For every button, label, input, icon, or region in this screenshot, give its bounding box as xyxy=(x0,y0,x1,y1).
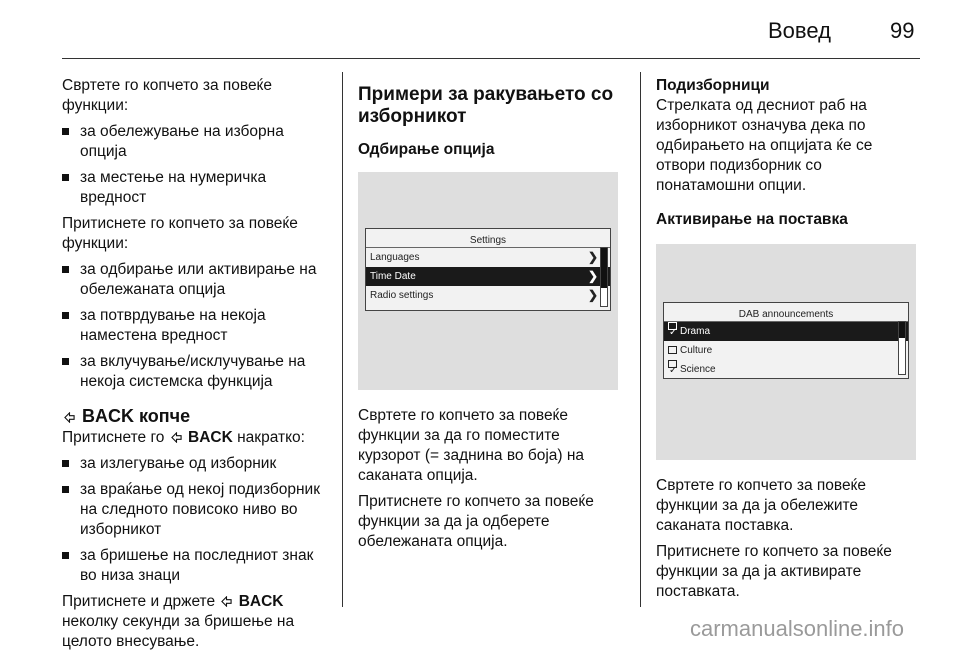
back-arrow-icon xyxy=(64,412,75,423)
bullet-square-icon xyxy=(62,312,69,319)
scrollbar-thumb[interactable] xyxy=(601,248,607,288)
list-item: за бришење на последниот знак во низа знаци xyxy=(62,546,334,586)
menu-title: Settings xyxy=(366,229,610,248)
paragraph: Притиснете го копчето за повеќе функции: xyxy=(62,215,298,252)
section-heading: Примери за ракувањето со изборникот xyxy=(358,84,614,127)
checkbox-item[interactable]: Culture xyxy=(664,341,908,360)
scrollbar[interactable] xyxy=(600,247,608,307)
menu-title: DAB announcements xyxy=(664,303,908,322)
menu-item[interactable]: Languages ❯ xyxy=(366,248,610,267)
column-1 xyxy=(62,76,334,658)
bullet-list xyxy=(62,260,334,392)
header-rule xyxy=(62,58,920,59)
column-2 xyxy=(358,76,624,558)
list-item: за вклучување/исклучување на некоја системска функција xyxy=(62,352,334,392)
subsection-heading: Активирање на поставка xyxy=(656,211,848,228)
section-heading: Подизборници xyxy=(656,77,770,94)
paragraph: Притиснете и држете BACK неколку секунди за бришење на целото внесување. xyxy=(62,593,295,650)
checkbox-checked-icon: ✓ xyxy=(668,322,677,330)
dab-announcements-panel xyxy=(663,302,909,379)
page-number: 99 xyxy=(890,18,915,43)
menu-item[interactable]: Radio settings ❯ xyxy=(366,286,610,305)
list-item: за одбирање или активирање на обележаната опција xyxy=(62,260,334,300)
bullet-square-icon xyxy=(62,128,69,135)
display-screenshot xyxy=(358,172,618,390)
section-heading: BACK копче xyxy=(62,406,334,426)
paragraph: Притиснете го копчето за повеќе функции за да ја одберете обележаната опција. xyxy=(358,493,594,550)
column-3 xyxy=(656,76,922,608)
chevron-right-icon: ❯ xyxy=(587,269,598,283)
list-item: за враќање од некој подизборник на следното повисоко ниво во изборникот xyxy=(62,480,334,540)
back-arrow-icon xyxy=(221,596,232,607)
bullet-square-icon xyxy=(62,552,69,559)
checkbox-item[interactable]: ✓ Science xyxy=(664,360,908,379)
menu-item-selected[interactable]: Time Date ❯ xyxy=(366,267,610,286)
bullet-square-icon xyxy=(62,174,69,181)
chevron-right-icon: ❯ xyxy=(587,288,598,302)
checkbox-item-selected[interactable]: ✓ Drama xyxy=(664,322,908,341)
scrollbar-thumb[interactable] xyxy=(899,322,905,338)
bullet-square-icon xyxy=(62,460,69,467)
display-screenshot xyxy=(656,244,916,460)
bullet-square-icon xyxy=(62,266,69,273)
checkbox-checked-icon: ✓ xyxy=(668,360,677,368)
bullet-square-icon xyxy=(62,486,69,493)
paragraph: Свртете го копчето за повеќе функции за да го поместите курзорот (= заднина во боја) на саканата опција. xyxy=(358,407,585,484)
list-item: за потврдување на некоја наместена вредност xyxy=(62,306,334,346)
list-item: за обележување на изборна опција xyxy=(62,122,334,162)
checkbox-empty-icon xyxy=(668,346,677,354)
settings-menu-panel xyxy=(365,228,611,311)
list-item: за местење на нумеричка вредност xyxy=(62,168,334,208)
bullet-square-icon xyxy=(62,358,69,365)
paragraph: Свртете го копчето за повеќе функции: xyxy=(62,77,272,114)
column-divider xyxy=(342,72,343,607)
column-divider xyxy=(640,72,641,607)
paragraph: Стрелката од десниот раб на изборникот означува дека по одбирањето на опцијата ќе се отвори подизборник со понатамошни опции. xyxy=(656,97,873,194)
subsection-heading: Одбирање опција xyxy=(358,141,495,158)
paragraph: Притиснете го BACK накратко: xyxy=(62,429,305,446)
list-item: за излегување од изборник xyxy=(62,454,334,474)
bullet-list xyxy=(62,122,334,208)
page-header-title: Вовед xyxy=(768,18,831,43)
bullet-list xyxy=(62,454,334,586)
chevron-right-icon: ❯ xyxy=(587,250,598,264)
watermark: carmanualsonline.info xyxy=(690,616,905,641)
paragraph: Притиснете го копчето за повеќе функции за да ја активирате поставката. xyxy=(656,543,892,600)
scrollbar[interactable] xyxy=(898,321,906,375)
back-arrow-icon xyxy=(171,432,182,443)
paragraph: Свртете го копчето за повеќе функции за да ја обележите саканата поставка. xyxy=(656,477,866,534)
